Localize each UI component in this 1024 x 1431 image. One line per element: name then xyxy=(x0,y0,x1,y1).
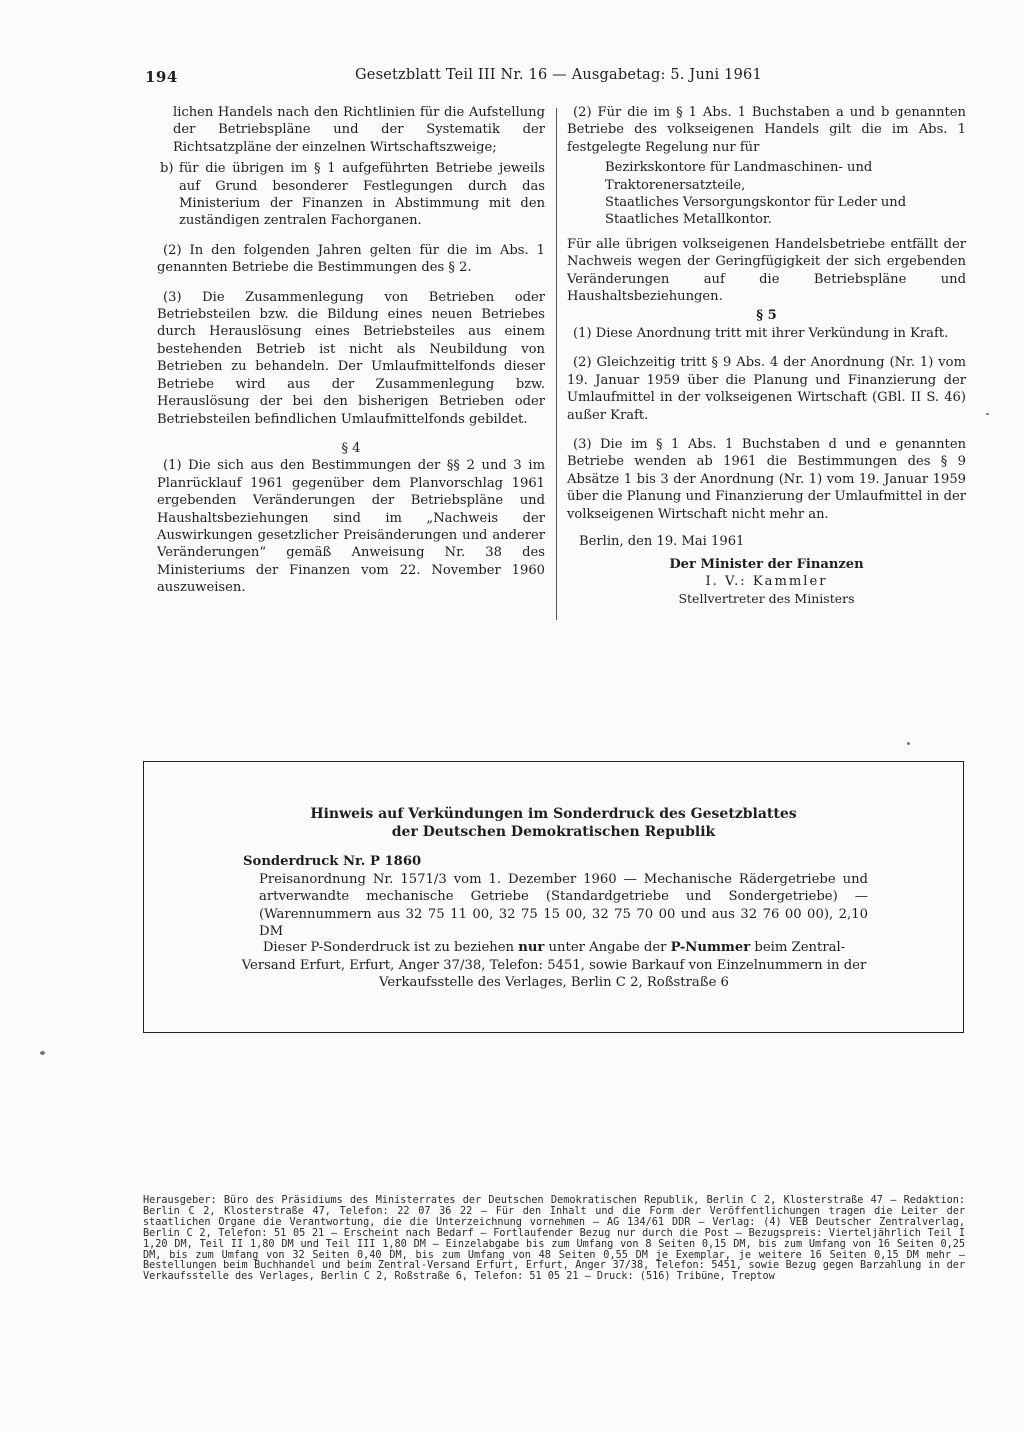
notice-box xyxy=(143,761,964,1033)
page-number: 194 xyxy=(145,68,178,86)
footer-imprint: Herausgeber: Büro des Präsidiums des Ministerrates der Deutschen Demokratischen Republik, Berlin C 2, Klosterstraße 47 — Redaktion: Berlin C 2, Klosterstraße 47, Telefon: 22 07 36 22 — Für den Inhalt und die Form der Veröffentlichungen tragen die Leiter der staatlichen Organe die Verantwortung, die die Unterzeichnung vornehmen — AG 134/61 DDR — Verlag: (4) VEB Deutscher Zentralverlag, Berlin C 2, Telefon: 51 05 21 — Erscheint nach Bedarf — Fortlaufender Bezug nur durch die Post — Bezugspreis: Vierteljährlich Teil I 1,20 DM, Teil II 1,80 DM und Teil III 1,80 DM — Einzelabgabe bis zum Umfang von 8 Seiten 0,15 DM, bis zum Umfang von 16 Seiten 0,25 DM, bis zum Umfang von 32 Seiten 0,40 DM, bis zum Umfang von 48 Seiten 0,55 DM je Exemplar, je weitere 16 Seiten 0,15 DM mehr — Bestellungen beim Buchhandel und beim Zentral-Versand Erfurt, Erfurt, Anger 37/38, Telefon: 5451, sowie Bezug gegen Barzahlung in der Verkaufsstelle des Verlages, Berlin C 2, Roßstraße 6, Telefon: 51 05 21 — Druck: (516) Tribüne, Treptow xyxy=(143,1195,965,1283)
signature-org: Der Minister der Finanzen xyxy=(669,557,864,573)
section-5-heading: § 5 xyxy=(756,308,777,324)
page-header-title: Gesetzblatt Teil III Nr. 16 — Ausgabetag: 5. Juni 1961 xyxy=(355,67,762,83)
list-item-b xyxy=(157,160,545,230)
signature-block xyxy=(567,556,966,607)
column-divider xyxy=(556,108,557,620)
left-paragraph-4: (1) Die sich aus den Bestimmungen der §§ 2 und 3 im Planrücklauf 1961 gegenüber dem Planvorschlag 1961 ergebenden Veränderungen der Betriebspläne und Haushaltsbeziehungen sind im „Nachweis der Auswirkungen gesetzlicher Preisänderungen und anderer Veränderungen“ gemäß Anweisung Nr. 38 des Ministeriums der Finanzen vom 22. November 1960 auszuweisen. xyxy=(157,458,545,596)
notice-title-line-1: Hinweis auf Verkündungen im Sonderdruck des Gesetzblattes xyxy=(310,806,797,822)
notice-order-bold-2: P-Nummer xyxy=(670,940,751,955)
signature-name: I. V.: Kammler xyxy=(705,574,828,590)
right-block-line-1: Bezirkskontore für Landmaschinen- und Traktorenersatzteile, xyxy=(605,160,873,193)
left-paragraph-2: (2) In den folgenden Jahren gelten für die im Abs. 1 genannten Betriebe die Bestimmungen des § 2. xyxy=(157,242,545,276)
list-item-b-text: für die übrigen im § 1 aufgeführten Betriebe jeweils auf Grund besonderer Festlegungen durch das Ministerium der Finanzen in Abstimmung mit den zuständigen zentralen Fachorganen. xyxy=(179,161,545,229)
right-block-line-2: Staatliches Versorgungskontor für Leder und Staatliches Metallkontor. xyxy=(605,195,907,228)
right-paragraph-5: (3) Die im § 1 Abs. 1 Buchstaben d und e genannten Betriebe wenden ab 1961 die Bestimmungen des § 9 Absätze 1 bis 3 der Anordnung (Nr. 1) vom 19. Januar 1959 über die Planung und Finanzierung der Umlaufmittel in der volkseigenen Wirtschaft nicht mehr an. xyxy=(567,436,966,522)
right-column xyxy=(567,104,966,607)
right-paragraph-1: (2) Für die im § 1 Abs. 1 Buchstaben a und b genannten Betriebe des volkseigenen Handels gilt die im Abs. 1 festgelegte Regelung nur für xyxy=(567,105,966,155)
notice-order-bold-1: nur xyxy=(518,940,545,955)
left-column xyxy=(157,104,545,597)
notice-order-text xyxy=(238,939,870,992)
notice-order-post: beim Zentral-Versand Erfurt, Erfurt, Anger 37/38, Telefon: 5451, sowie Barkauf von Einzelnummern in der Verkaufsstelle des Verlages, Berlin C 2, Roßstraße 6 xyxy=(241,940,867,990)
right-paragraph-2: Für alle übrigen volkseigenen Handelsbetriebe entfällt der Nachweis wegen der Geringfügigkeit der sich ergebenden Veränderungen auf die Betriebspläne und Haushaltsbeziehungen. xyxy=(567,236,966,305)
notice-order-pre: Dieser P-Sonderdruck ist zu beziehen xyxy=(262,940,519,955)
scan-speck xyxy=(907,742,910,745)
dateline: Berlin, den 19. Mai 1961 xyxy=(579,533,745,549)
notice-title xyxy=(144,806,963,841)
list-item-b-label: b) xyxy=(160,161,174,177)
right-paragraph-4: (2) Gleichzeitig tritt § 9 Abs. 4 der Anordnung (Nr. 1) vom 19. Januar 1959 über die Planung und Finanzierung der Umlaufmittel in der volkseigenen Wirtschaft (GBl. II S. 46) außer Kraft. xyxy=(567,355,966,423)
scan-speck xyxy=(986,413,989,415)
left-paragraph-3: (3) Die Zusammenlegung von Betrieben oder Betriebsteilen bzw. die Bildung eines neuen Betriebes durch Herauslösung eines Betriebsteiles aus einem bestehenden Betrieb ist nicht als Neubildung von Betrieben zu behandeln. Der Umlaufmittelfonds dieser Betriebe wird aus der Zusammenlegung bzw. Herauslösung der bei den bisherigen Betrieben oder Betriebsteilen befindlichen Umlaufmittelfonds gebildet. xyxy=(157,289,545,427)
notice-title-line-2: der Deutschen Demokratischen Republik xyxy=(391,823,716,840)
notice-order-mid: unter Angabe der xyxy=(544,940,671,955)
right-paragraph-3: (1) Diese Anordnung tritt mit ihrer Verkündung in Kraft. xyxy=(573,325,949,341)
notice-item-body: Preisanordnung Nr. 1571/3 vom 1. Dezember 1960 — Mechanische Rädergetriebe und artverwandte mechanische Getriebe (Standardgetriebe und Sondergetriebe) — (Warennummern aus 32 75 11 00, 32 75 15 00, 32 75 70 00 und aus 32 76 00 00), 2,10 DM xyxy=(259,871,868,939)
section-4-heading: § 4 xyxy=(341,440,361,456)
scan-speck xyxy=(40,1051,45,1055)
signature-role: Stellvertreter des Ministers xyxy=(678,591,855,607)
notice-item xyxy=(243,853,868,941)
left-paragraph-1: lichen Handels nach den Richtlinien für die Aufstellung der Betriebspläne und der Systematik der Richtsatzpläne der einzelnen Wirtschaftszweige; xyxy=(173,105,545,155)
notice-item-head: Sonderdruck Nr. P 1860 xyxy=(243,854,422,869)
